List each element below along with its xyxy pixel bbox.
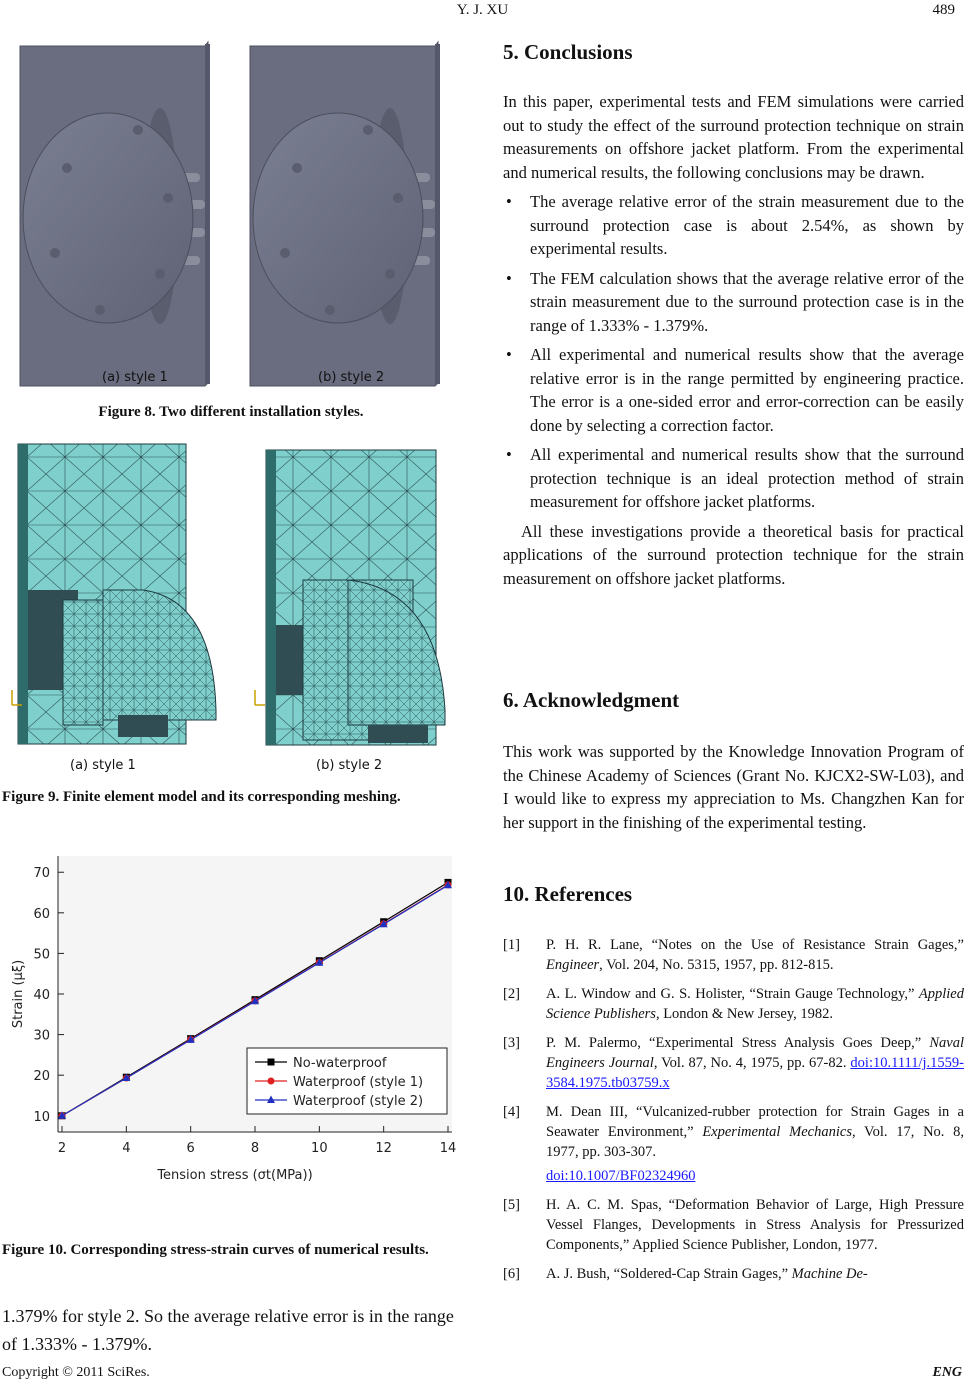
y-tick-label: 50 — [33, 947, 50, 963]
conclusion-bullet-1: • The average relative error of the strain measurement due to the surround protection case is about 2.54%, as shown by experimental results. — [506, 192, 964, 258]
figure-10-chart — [4, 850, 457, 1195]
conclusions-list — [503, 190, 964, 514]
reference-3-doi-link[interactable]: doi:10.1111/j.1559-3584.1975.tb03759.x — [546, 1055, 965, 1091]
mesh-quarter-disk-style-1 — [103, 590, 216, 720]
figure-9-caption: Figure 9. Finite element model and its corresponding meshing. — [2, 789, 401, 805]
figure-8-drawing — [20, 38, 440, 393]
y-tick-label: 60 — [33, 906, 50, 922]
figure-10-caption: Figure 10. Corresponding stress-strain curves of numerical results. — [2, 1242, 429, 1258]
x-tick-label: 6 — [186, 1141, 195, 1156]
y-tick-label: 10 — [33, 1109, 50, 1125]
journal-abbrev: ENG — [932, 1365, 962, 1380]
x-tick-label: 8 — [250, 1141, 260, 1156]
legend-entry: No-waterproof — [293, 1056, 387, 1071]
reference-2: [2] A. L. Window and G. S. Holister, “Strain Gauge Technology,” Applied Science Publishers, London & New Jersey, 1982. — [503, 986, 964, 1022]
reference-6: [6] A. J. Bush, “Soldered-Cap Strain Gages,” Machine De- — [503, 1266, 868, 1282]
conclusions-heading: 5. Conclusions — [503, 40, 633, 64]
conclusions-section — [503, 90, 964, 590]
conclusion-bullet-4: • All experimental and numerical results show that the surround protection technique is an ideal protection method of strain measurement for offshore jacket platforms. — [506, 445, 964, 511]
disk-style-1 — [23, 113, 193, 323]
references-heading: 10. References — [503, 882, 633, 906]
running-header-author: Y. J. XU — [456, 2, 509, 18]
y-tick-label: 20 — [33, 1069, 50, 1085]
x-tick-label: 14 — [439, 1141, 457, 1156]
legend-marker — [268, 1078, 275, 1085]
page-footer — [2, 1365, 962, 1381]
acknowledgment-heading: 6. Acknowledgment — [503, 688, 680, 712]
figure-8 — [20, 38, 440, 393]
legend-entry: Waterproof (style 1) — [293, 1075, 424, 1090]
disk-style-2 — [253, 113, 423, 323]
reference-3: [3] P. M. Palermo, “Experimental Stress Analysis Goes Deep,” Naval Engineers Journal, Vol. 87, No. 4, 1975, pp. 67-82. doi:10.1111/j.1559-3584.1975.tb03759.x — [503, 1035, 965, 1091]
copyright-notice: Copyright © 2011 SciRes. — [2, 1365, 150, 1380]
left-column-text: 1.379% for style 2. So the average relative error is in the range of 1.333% - 1.379%. — [2, 1306, 454, 1354]
figure-8-caption: Figure 8. Two different installation styles. — [98, 404, 364, 420]
x-tick-label: 12 — [375, 1141, 392, 1156]
y-tick-label: 70 — [33, 866, 50, 882]
figure-9 — [8, 440, 453, 780]
figure-9-label-b: (b) style 2 — [316, 758, 383, 773]
figure-8-label-a: (a) style 1 — [102, 370, 168, 385]
reference-4-doi-link[interactable]: doi:10.1007/BF02324960 — [546, 1168, 696, 1184]
references-list — [503, 935, 964, 1293]
conclusion-bullet-2: • The FEM calculation shows that the average relative error of the strain measurement due to the surround protection case is in the range of 1.333% - 1.379%. — [506, 268, 964, 335]
figure-8-label-b: (b) style 2 — [318, 370, 385, 385]
legend-entry: Waterproof (style 2) — [293, 1094, 424, 1109]
conclusions-closing: All these investigations provide a theoretical basis for practical applications of the surround protection technique for the strain measurement on offshore jacket platforms. — [503, 521, 964, 588]
reference-5: [5] H. A. C. M. Spas, “Deformation Behavior of Large, High Pressure Vessel Flanges, Developments in Stress Analysis for Pressurized Components,” Applied Science Publisher, London, 1977. — [503, 1197, 964, 1253]
reference-1: [1] P. H. R. Lane, “Notes on the Use of Resistance Strain Gages,” Engineer, Vol. 204, No. 5315, 1957, pp. 812-815. — [503, 937, 964, 973]
y-tick-label: 30 — [33, 1028, 50, 1044]
acknowledgment-text: This work was supported by the Knowledge Innovation Program of the Chinese Academy of Sciences (Grant No. KJCX2-SW-L03), and I would like to express my appreciation to Ms. Changzhen Kan for her support in the finishing of the experimental testing. — [503, 742, 964, 832]
y-tick-label: 40 — [33, 988, 50, 1003]
stress-strain-chart — [4, 850, 457, 1195]
page-number: 489 — [932, 2, 955, 18]
x-tick-label: 4 — [122, 1141, 131, 1156]
legend-marker — [268, 1059, 275, 1066]
conclusion-bullet-3: • All experimental and numerical results show that the average relative error is in the range permitted by engineering practice. The error is a one-sided error and error-correction can be easily done by selecting a correction factor. — [506, 345, 964, 435]
x-axis-label: Tension stress (σt(MPa)) — [157, 1168, 313, 1183]
axis-triad-style-2 — [255, 690, 265, 705]
x-tick-label: 2 — [57, 1141, 67, 1156]
y-axis-label: Strain (μξ) — [11, 959, 26, 1029]
conclusions-intro: In this paper, experimental tests and FEM simulations were carried out to study the effect of the surround protection technique on strain measurements on offshore jacket platform. From the experimental and numerical results, the following conclusions may be drawn. — [503, 92, 964, 182]
reference-4: [4] M. Dean III, “Vulcanized-rubber protection for Strain Gages in a Seawater Environment,” Experimental Mechanics, Vol. 17, No. 8, 1977, pp. 303-307. doi:10.1007/BF02324960 — [503, 1104, 965, 1184]
acknowledgment-section — [503, 740, 964, 834]
x-tick-label: 10 — [311, 1141, 328, 1156]
figure-9-drawing — [8, 440, 453, 752]
figure-9-label-a: (a) style 1 — [70, 758, 136, 773]
mesh-flange-style-2 — [276, 625, 306, 695]
